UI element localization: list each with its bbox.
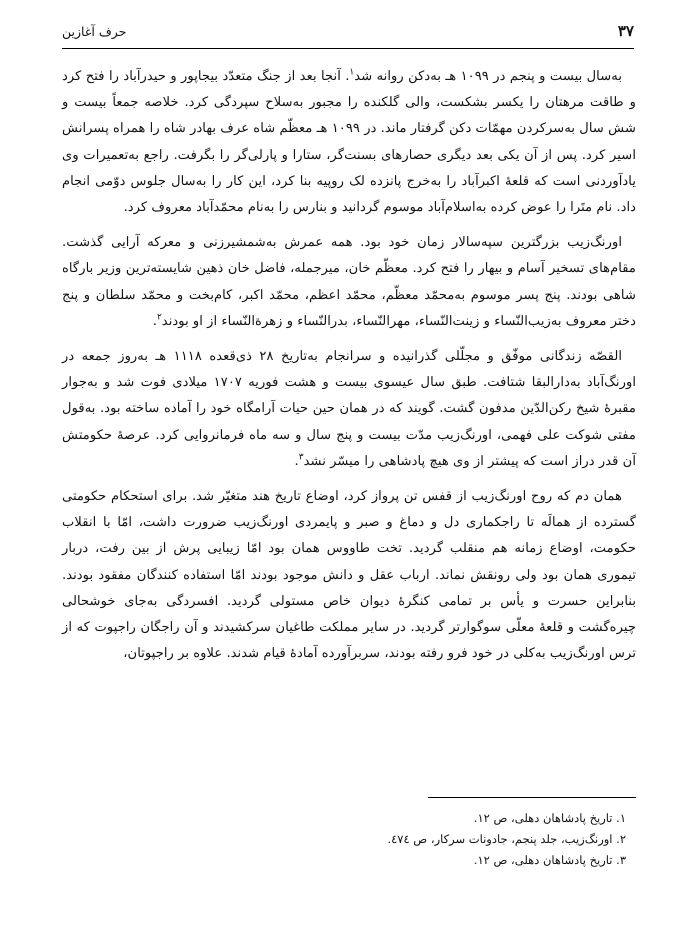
paragraph-2 — [62, 230, 636, 335]
paragraph-text: القصّه زندگانی موفّق و مجلّلی گذرانیده و سرانجام به‌تاریخ ۲۸ ذی‌قعده ۱۱۱۸ هـ به‌روز جمعه در اورنگ‌آباد به‌دارالبقا شتافت. طبق سال عیسوی بیست و هشت فوریه ۱۷۰۷ میلادی فوت شد و به‌جوار مقبرهٔ شیخ رکن‌الدّین مدفون گشت. گویند که در همان حین حیات آرامگاه خود را آماده ساخته بود. به‌قول مفتی شوکت علی فهمی، اورنگ‌زیب مدّت بیست و پنج سال و سه ماه فرمانروایی کرد. عرصهٔ حکومتش آن قدر دراز است که پیشتر از وی هیچ پادشاهی را میسّر نشد — [62, 349, 636, 469]
footnote-3: ۳. تاریخ پادشاهان دهلی، ص ۱۲. — [473, 853, 626, 867]
footnotes — [62, 808, 626, 871]
footnote-ref-2: ۲ — [156, 312, 162, 323]
paragraph-1 — [62, 64, 636, 221]
paragraph-text: اورنگ‌زیب بزرگترین سپه‌سالار زمان خود بود. همه عمرش به‌شمشیرزنی و معرکه آرایی گذشت. مقام‌های تسخیر آسام و بیهار را فتح کرد. معظّم خان، میرجمله، فاضل خان ذهین شایسته‌ترین وزیر بارگاه شاهی بودند. پنج پسر موسوم به‌محمّد معظّم، محمّد اعظم، محمّد اکبر، کام‌بخت و محمّد سلطان و پنج دختر معروف به‌زیب‌النّساء و زینت‌النّساء، مهرالنّساء، بدرالنّساء و زهرة‌النّساء از او بودند — [62, 235, 636, 329]
footnote-divider — [428, 797, 636, 798]
body-text — [62, 64, 636, 676]
paragraph-4 — [62, 484, 636, 667]
paragraph-text: . — [294, 453, 299, 469]
paragraph-3 — [62, 344, 636, 475]
footnote-ref-3: ۳ — [298, 452, 304, 463]
paragraph-text: به‌سال بیست و پنجم در ۱۰۹۹ هـ به‌دکن روانه شد — [354, 69, 622, 84]
paragraph-text: همان دم که روح اورنگ‌زیب از قفس تن پرواز کرد، اوضاع تاریخ هند متغیّر شد. برای استحکام حکومتی گسترده از همالَه تا راجکماری دل و دماغ و صبر و پایمردی اورنگ‌زیب ضرورت داشت، امّا با انقلاب حکومت، اوضاع زمانه هم منقلب گردید. تخت طاووس همان بود امّا زیبایی پرش از بین رفت، دربار تیموری همان بود ولی رونقش نماند. ارباب عقل و دانش موجود بودند امّا استفاده کنندگان مفقود بودند. بنابراین حسرت و یأس بر تمامی کنگرهٔ دیوان خاص مستولی گردید. افسردگی به‌جای خوشحالی چیره‌گشت و قلعهٔ معلّی سوگوارتر گردید. در سایر مملکت طاغیان سرکشیدند و آن راجگان راجپوت که از ترس اورنگ‌زیب به‌کلی در خود فرو رفته بودند، سربرآورده آمادهٔ قیام شدند. علاوه بر راجپوتان، — [62, 489, 636, 662]
footnote-1: ۱. تاریخ پادشاهان دهلی، ص ۱۲. — [473, 811, 626, 825]
paragraph-text: . — [152, 313, 157, 329]
footnote-ref-1: ۱ — [349, 67, 355, 78]
paragraph-text: . آنجا بعد از جنگ متعدّد بیجاپور و حیدرآباد را فتح کرد و طاقت مرهتان را یکسر بشکست، والی گلکنده را مجبور به‌سلاح سپردگی کرد. خلاصه جمعاً بیست و شش سال به‌سرکردن مهمّات دکن گرفتار ماند. در ۱۰۹۹ هـ معظّم شاه عرف بهادر شاه را همراه پسرانش اسیر کرد. پس از آن یکی بعد دیگری حصارهای بسنت‌گر، ستارا و پارلی‌گر را بگرفت. راجع به‌تعمیرات وی یادآوردنی است که قلعهٔ اکبرآباد را به‌خرج پانزده لک روپیه بنا کرد، این کار را به‌سال جلوس دوّمی انجام داد. نام متَرا را عوض کرده به‌اسلام‌آباد موسوم گردانید و بنارس را به‌نام محمّدآباد معروف کرد. — [62, 69, 636, 216]
running-title: حرف آغازین — [62, 24, 127, 39]
page-header — [62, 20, 634, 49]
footnote-2: ۲. اورنگ‌زیب، جلد پنجم، جادونات سرکار، ص ٤٧٤. — [387, 832, 626, 846]
page-number: ۳۷ — [617, 22, 634, 40]
